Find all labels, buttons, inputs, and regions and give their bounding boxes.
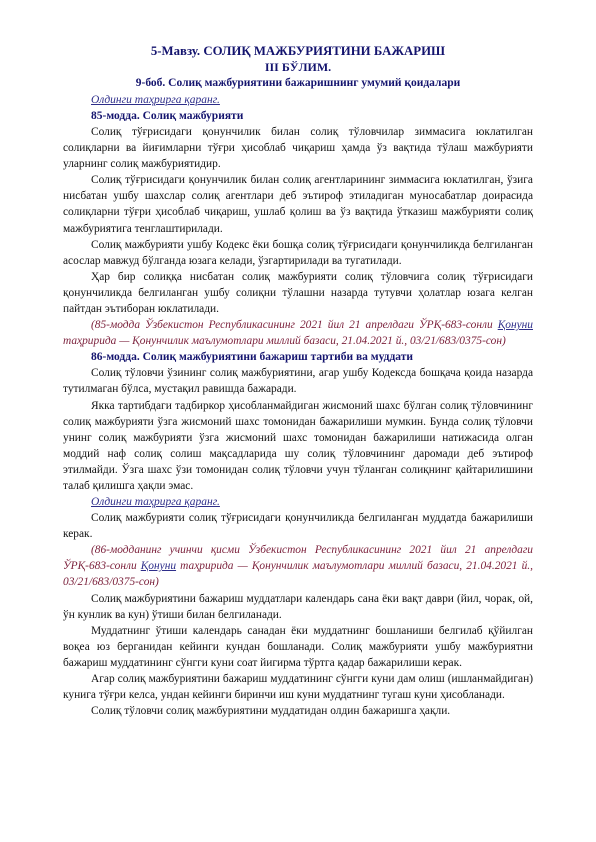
prev-edition-link-1[interactable]: Олдинги таҳрирга қаранг. <box>91 94 220 106</box>
prev-edition-link-2[interactable]: Олдинги таҳрирга қаранг. <box>91 496 220 509</box>
law-link[interactable]: Қонуни <box>140 560 177 573</box>
article-86-amendment-note: (86-модданинг учинчи қисми Ўзбекистон Республикасининг 2021 йил 21 апрелдаги ЎРҚ-683-сонли Қонуни таҳририда — Қонунчилик маълумотлари миллий базаси, 21.04.2021 й., 03/21/683/0375-сон) <box>63 544 533 589</box>
law-link[interactable]: Қонуни <box>497 319 533 332</box>
article-85-paragraph: Солиқ тўғрисидаги қонунчилик билан солиқ тўловчилар зиммасига юклатилган солиқларни ва йиғимларни тўғри ҳисоблаб чиқариш ҳамда ўз вақтида тўлаш мажбурияти уларнинг солиқ мажбуриятидир. <box>63 126 533 171</box>
article-86-paragraph: Солиқ тўловчи ўзининг солиқ мажбуриятини, агар ушбу Кодексда бошқача қоида назарда тутилмаган бўлса, мустақил равишда бажаради. <box>63 367 533 396</box>
article-86-paragraph: Солиқ мажбуриятини бажариш муддатлари календарь сана ёки вақт даври (йил, чорак, ой, ўн кунлик ва кун) ўтиши билан белгиланади. <box>63 592 533 621</box>
article-86-paragraph: Агар солиқ мажбуриятини бажариш муддатининг сўнгги куни дам олиш (ишланмайдиган) кунига тўғри келса, ундан кейинги биринчи иш куни муддатнинг тугаш куни ҳисобланади. <box>63 673 533 702</box>
article-85-paragraph: Солиқ мажбурияти ушбу Кодекс ёки бошқа солиқ тўғрисидаги қонунчиликда белгиланган асослар мавжуд бўлганда юзага келади, ўзгартирилади ва тугатилади. <box>63 238 533 267</box>
section-title: III БЎЛИМ. <box>264 60 332 74</box>
article-85-paragraph: Солиқ тўғрисидаги қонунчилик билан солиқ агентларининг зиммасига юклатилган, ўзига нисбатан ушбу шахслар солиқ агентлари деб эътироф этиладиган муносабатлар доирасида солиқларни тўғри ҳисоблаб чиқариш, ушлаб қолиш ва ўз вақтида ўтказиш мажбурияти солиқ мажбуриятига тенглаштирилади. <box>63 174 533 235</box>
document-page <box>63 39 533 719</box>
article-85-paragraph: Ҳар бир солиққа нисбатан солиқ мажбурияти солиқ тўловчига солиқ тўғрисидаги қонунчиликда белгиланган ушбу солиқни тўлашни назарда тутувчи ҳолатлар юзага келган пайтдан эътиборан юклатилади. <box>63 270 533 316</box>
article-86-paragraph: Муддатнинг ўтиши календарь санадан ёки муддатнинг бошланиши белгилаб қўйилган воқеа юз берганидан кейинги кундан бошланади. Солиқ мажбурияти ушбу мажбуриятни бажариш муддатининг сўнгги куни соат йигирма тўртга қадар бажарилиши керак. <box>63 624 533 669</box>
article-86-paragraph: Солиқ мажбурияти солиқ тўғрисидаги қонунчиликда белгиланган муддатда бажарилиши керак. <box>63 512 533 541</box>
topic-title: 5-Мавзу. СОЛИҚ МАЖБУРИЯТИНИ БАЖАРИШ <box>150 44 446 58</box>
article-86-title: 86-модда. Солиқ мажбуриятини бажариш тартиби ва муддати <box>91 351 414 364</box>
chapter-title: 9-боб. Солиқ мажбуриятини бажаришнинг умумий қоидалари <box>135 77 461 89</box>
article-85-title: 85-модда. Солиқ мажбурияти <box>91 110 244 122</box>
article-86-paragraph: Солиқ тўловчи солиқ мажбуриятини муддатидан олдин бажаришга ҳақли. <box>91 705 451 718</box>
article-85-amendment-note: (85-модда Ўзбекистон Республикасининг 2021 йил 21 апрелдаги ЎРҚ-683-сонли Қонуни таҳририда — Қонунчилик маълумотлари миллий базаси, 21.04.2021 й., 03/21/683/0375-сон) <box>63 319 533 348</box>
article-86-paragraph: Якка тартибдаги тадбиркор ҳисобланмайдиган жисмоний шахс бўлган солиқ тўловчининг солиқ мажбурияти ўзга жисмоний шахс томонидан бажарилиши мумкин. Бунда солиқ тўловчи унинг солиқ мажбурияти ўзга жисмоний шахс томонидан бажарилиши натижасида олган моддий наф солиқ солиш мақсадларида шу солиқ тўловчининг даромади деб эътироф этилмайди. Ўзга шахс ўзи томонидан солиқ тўловчи учун тўланган солиқнинг қайтарилишини талаб қилишга ҳақли эмас. <box>63 399 533 492</box>
